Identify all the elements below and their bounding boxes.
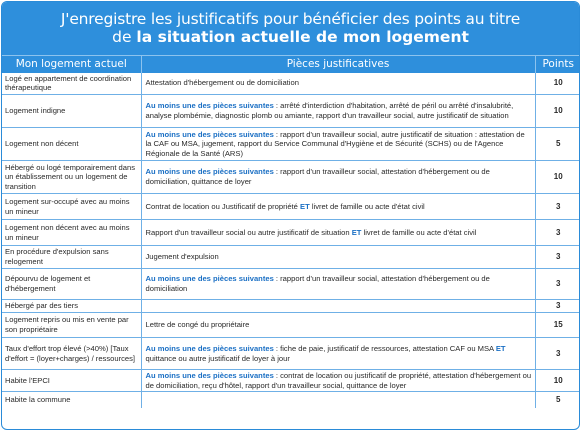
pieces-cell — [141, 128, 535, 161]
points-cell: 3 — [535, 269, 580, 300]
points-cell: 10 — [535, 73, 580, 95]
pieces-highlight: Au moins une des pièces suivantes — [145, 129, 274, 139]
points-cell: 10 — [535, 95, 580, 128]
points-cell: 3 — [535, 338, 580, 370]
pieces-text: : rapport d'un travailleur social, autre justificatif de situation : attestation de la CAF ou MSA, jugement, rapport du Service Communal d'Hygiène et de Sécurité (SCHS) ou de l'Agence Régionale de la Santé (ARS) — [145, 129, 525, 158]
pieces-text: : arrêté d'interdiction d'habitation, arrêté de péril ou arrêté d'insalubrité, analyse plombémie, diagnostic plomb ou amiante, rapport d'un travailleur social, autre justificatif de situation — [145, 101, 514, 120]
pieces-cell — [141, 194, 535, 220]
table-row — [2, 73, 580, 95]
table-row — [2, 220, 580, 246]
title-bold: la situation actuelle de mon logement — [136, 27, 469, 46]
points-table-panel — [1, 1, 580, 430]
situation-cell: Logement indigne — [2, 95, 141, 128]
pieces-cell — [141, 370, 535, 392]
pieces-highlight: Au moins une des pièces suivantes — [145, 101, 274, 111]
situation-cell: Dépourvu de logement et d'hébergement — [2, 269, 141, 300]
pieces-text: : contrat de location ou justificatif de propriété, attestation d'hébergement ou de domiciliation, reçu d'hôtel, rapport d'un travailleur social, quittance de loyer — [145, 371, 532, 390]
pieces-cell — [141, 73, 535, 95]
situation-cell: Hébergé par des tiers — [2, 300, 141, 313]
pieces-cell — [141, 392, 535, 408]
table-row — [2, 313, 580, 338]
et-connector: ET — [300, 201, 310, 211]
title-prefix: de — [112, 27, 137, 46]
points-cell: 3 — [535, 220, 580, 246]
points-cell: 3 — [535, 300, 580, 313]
table-row — [2, 392, 580, 408]
pieces-text: : rapport d'un travailleur social, attestation d'hébergement ou de domiciliation — [145, 274, 490, 293]
pieces-highlight: Au moins une des pièces suivantes — [145, 343, 274, 353]
pieces-text: : fiche de paie, justificatif de ressources, attestation CAF ou MSA ET quittance ou autre justificatif de loyer à jour — [145, 343, 506, 363]
pieces-cell — [141, 95, 535, 128]
pieces-highlight: Au moins une des pièces suivantes — [145, 167, 274, 177]
pieces-text: : rapport d'un travailleur social, attestation d'hébergement ou de domiciliation, quittance de loyer — [145, 167, 490, 186]
pieces-cell — [141, 269, 535, 300]
points-cell: 15 — [535, 313, 580, 338]
pieces-cell — [141, 246, 535, 269]
table-row — [2, 300, 580, 313]
situation-cell: Logement repris ou mis en vente par son propriétaire — [2, 313, 141, 338]
pieces-text: Contrat de location ou Justificatif de propriété ET livret de famille ou acte d'état civil — [145, 201, 425, 211]
situation-cell: En procédure d'expulsion sans relogement — [2, 246, 141, 269]
pieces-highlight: Au moins une des pièces suivantes — [145, 371, 274, 380]
pieces-cell — [141, 338, 535, 370]
pieces-cell — [141, 220, 535, 246]
situation-cell: Logé en appartement de coordination thérapeutique — [2, 73, 141, 95]
points-cell: 10 — [535, 161, 580, 194]
title-line-2 — [112, 29, 469, 47]
points-cell: 10 — [535, 370, 580, 392]
pieces-cell — [141, 300, 535, 313]
situation-cell: Taux d'effort trop élevé (>40%) [Taux d'effort = (loyer+charges) / ressources] — [2, 338, 141, 370]
pieces-highlight: Au moins une des pièces suivantes — [145, 274, 274, 284]
title-bar — [2, 2, 579, 55]
table-row — [2, 161, 580, 194]
header-pieces: Pièces justificatives — [141, 56, 535, 73]
situation-cell: Habite l'EPCI — [2, 370, 141, 392]
header-points: Points — [535, 56, 580, 73]
table-row — [2, 95, 580, 128]
table-row — [2, 370, 580, 392]
points-cell: 3 — [535, 194, 580, 220]
points-cell: 5 — [556, 395, 561, 405]
situation-cell: Hébergé ou logé temporairement dans un établissement ou un logement de transition — [2, 161, 141, 194]
table-row — [2, 194, 580, 220]
title-line-1: J'enregistre les justificatifs pour bénéficier des points au titre — [60, 9, 521, 28]
pieces-text: Jugement d'expulsion — [145, 252, 219, 262]
pieces-cell — [141, 161, 535, 194]
situation-cell: Logement non décent — [2, 128, 141, 161]
table-row — [2, 338, 580, 370]
situation-cell: Logement sur-occupé avec au moins un mineur — [2, 194, 141, 220]
situation-cell: Logement non décent avec au moins un mineur — [2, 220, 141, 246]
table-header-row — [2, 56, 580, 73]
table-row — [2, 269, 580, 300]
points-cell: 3 — [535, 246, 580, 269]
points-cell: 5 — [535, 128, 580, 161]
et-connector: ET — [495, 343, 506, 353]
situation-cell: Habite la commune — [2, 392, 141, 408]
table-row — [2, 128, 580, 161]
pieces-cell — [141, 313, 535, 338]
et-connector: ET — [351, 227, 362, 237]
header-logement: Mon logement actuel — [2, 56, 141, 73]
justificatifs-table — [2, 55, 580, 408]
pieces-text: Rapport d'un travailleur social ou autre justificatif de situation ET livret de famille ou acte d'état civil — [145, 227, 477, 237]
pieces-text: Lettre de congé du propriétaire — [145, 320, 250, 330]
table-row — [2, 246, 580, 269]
pieces-text: Attestation d'hébergement ou de domiciliation — [145, 78, 299, 88]
